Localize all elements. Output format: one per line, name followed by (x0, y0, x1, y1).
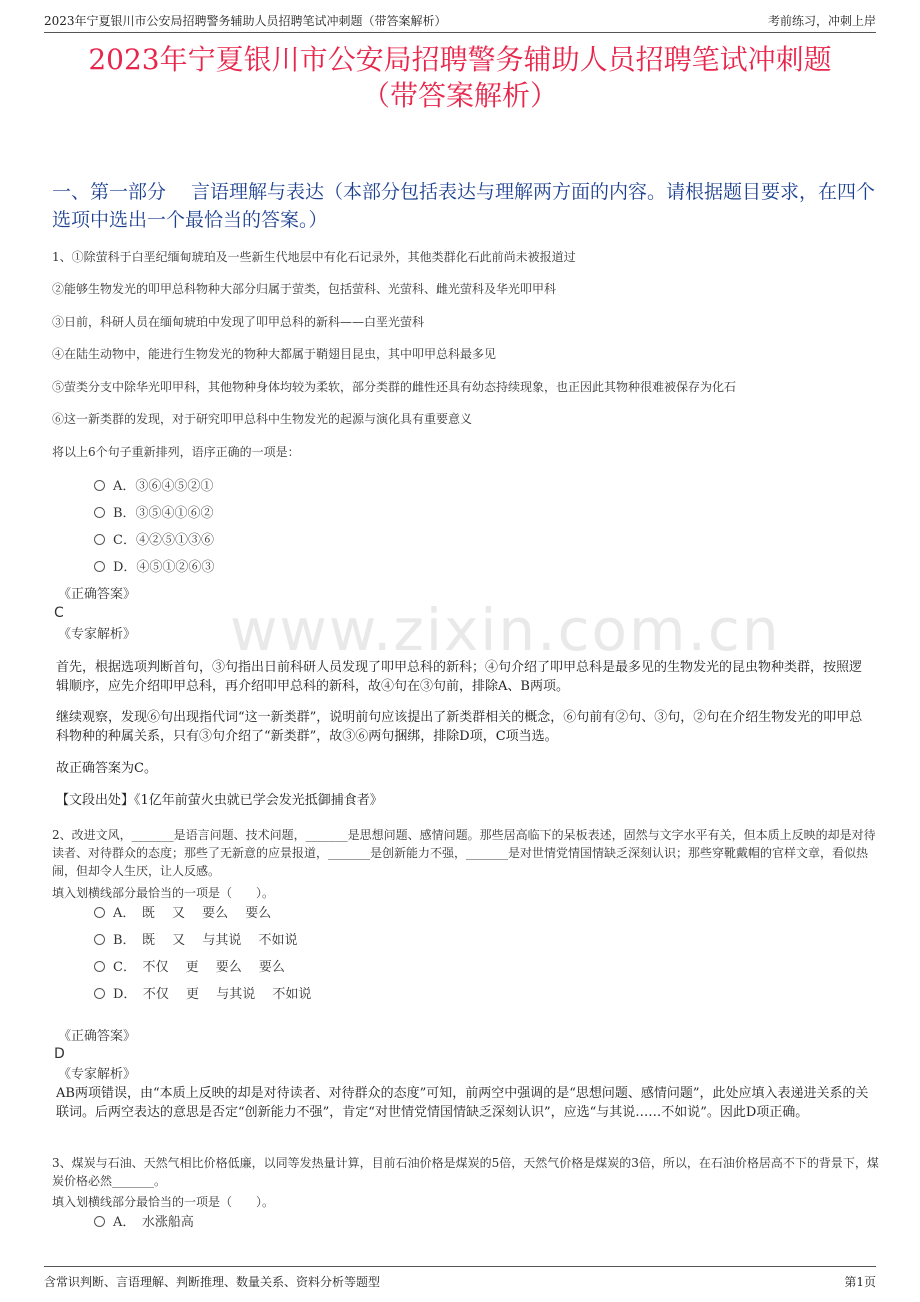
q2-option-a[interactable]: A． 既 又 要么 要么 (94, 905, 271, 923)
q1-explanation-2: 继续观察，发现⑥句出现指代词“这一新类群”，说明前句应该提出了新类群相关的概念，⑥句前有②句、③句，②句在介绍生物发光的叩甲总科物种的种属关系，只有③句介绍了“新类群”，故③⑥两句捆绑，排除D项，C项当选。 (56, 710, 863, 744)
q1-answer: C (54, 605, 64, 621)
q1-option-a[interactable]: A．③⑥④⑤②① (94, 478, 213, 496)
q2-prompt: 填入划横线部分最恰当的一项是（ ）。 (52, 886, 275, 900)
radio-icon[interactable] (94, 1216, 105, 1227)
radio-icon[interactable] (94, 961, 105, 972)
q1-option-d[interactable]: D．④⑤①②⑥③ (94, 559, 214, 577)
page-header (44, 12, 876, 33)
q1-sentence-4: ④在陆生动物中，能进行生物发光的物种大都属于鞘翅目昆虫，其中叩甲总科最多见 (52, 347, 497, 361)
q1-prompt: 将以上6个句子重新排列，语序正确的一项是： (52, 445, 300, 459)
section-heading: 一、第一部分 言语理解与表达（本部分包括表达与理解两方面的内容。请根据题目要求，在四个选项中选出一个最恰当的答案。） (52, 181, 876, 231)
q2-answer: D (54, 1046, 65, 1062)
q2-option-d[interactable]: D． 不仅 更 与其说 不如说 (94, 986, 311, 1004)
q1-analysis-tag: 《专家解析》 (58, 627, 137, 642)
q1-sentence-3: ③日前，科研人员在缅甸琥珀中发现了叩甲总科的新科——白垩光萤科 (52, 315, 425, 329)
radio-icon[interactable] (94, 934, 105, 945)
q2-explanation: AB两项错误，由“本质上反映的却是对待读者、对待群众的态度”可知，前两空中强调的是“思想问题、感情问题”，此处应填入表递进关系的关联词。后两空表达的意思是否定“创新能力不强”，肯定“对世情党情国情缺乏深刻认识”，应选“与其说……不如说”。因此D项正确。 (56, 1086, 869, 1120)
q3-prompt: 填入划横线部分最恰当的一项是（ ）。 (52, 1195, 275, 1209)
q2-text: 2、改进文风，_______是语言问题、技术问题，_______是思想问题、感情问题。那些居高临下的呆板表述，固然与文字水平有关，但本质上反映的却是对待读者、对待群众的态度；那些了无新意的应景报道，_______是创新能力不强，_______是对世情党情国情缺乏深刻认识；那些穿靴戴帽的官样文章，看似热闹，但却令人生厌，让人反感。 (52, 828, 876, 878)
q1-option-b[interactable]: B．③⑤④①⑥② (94, 505, 214, 523)
q1-sentence-2: ②能够生物发光的叩甲总科物种大部分归属于萤类，包括萤科、光萤科、雌光萤科及华光叩甲科 (52, 282, 557, 296)
q1-explanation-3: 故正确答案为C。 (56, 761, 157, 776)
q3-option-a[interactable]: A． 水涨船高 (94, 1214, 194, 1232)
radio-icon[interactable] (94, 534, 105, 545)
q1-option-c[interactable]: C．④②⑤①③⑥ (94, 532, 214, 550)
q2-answer-tag: 《正确答案》 (58, 1029, 137, 1044)
q2-analysis-tag: 《专家解析》 (58, 1067, 137, 1082)
header-slogan: 考前练习，冲刺上岸 (767, 14, 876, 28)
q1-sentence-6: ⑥这一新类群的发现，对于研究叩甲总科中生物发光的起源与演化具有重要意义 (52, 412, 473, 426)
document-title (40, 42, 880, 114)
q1-sentence-1: 1、①除萤科于白垩纪缅甸琥珀及一些新生代地层中有化石记录外，其他类群化石此前尚未被报道过 (52, 250, 576, 264)
footer-topics: 含常识判断、言语理解、判断推理、数量关系、资料分析等题型 (44, 1275, 381, 1289)
q1-sentence-5: ⑤萤类分支中除华光叩甲科，其他物种身体均较为柔软，部分类群的雌性还具有幼态持续现象，也正因此其物种很难被保存为化石 (52, 380, 737, 394)
header-doc-title: 2023年宁夏银川市公安局招聘警务辅助人员招聘笔试冲刺题（带答案解析） (44, 14, 447, 28)
q1-explanation-1: 首先，根据选项判断首句，③句指出日前科研人员发现了叩甲总科的新科；④句介绍了叩甲总科是最多见的生物发光的昆虫物种类群，按照逻辑顺序，应先介绍叩甲总科，再介绍叩甲总科的新科，故④句在③句前，排除A、B两项。 (56, 660, 863, 694)
radio-icon[interactable] (94, 561, 105, 572)
q1-source: 【文段出处】《1亿年前萤火虫就已学会发光抵御捕食者》 (56, 793, 383, 808)
q1-answer-tag: 《正确答案》 (58, 587, 137, 602)
radio-icon[interactable] (94, 907, 105, 918)
watermark: www.zixin.com.cn (230, 596, 781, 664)
title-line-2: （带答案解析） (361, 79, 558, 112)
q2-option-c[interactable]: C． 不仅 更 要么 要么 (94, 959, 285, 977)
q2-option-b[interactable]: B． 既 又 与其说 不如说 (94, 932, 297, 950)
radio-icon[interactable] (94, 988, 105, 999)
page-number: 第1页 (844, 1275, 876, 1289)
radio-icon[interactable] (94, 480, 105, 491)
q3-text: 3、煤炭与石油、天然气相比价格低廉，以同等发热量计算，目前石油价格是煤炭的5倍，天然气价格是煤炭的3倍，所以，在石油价格居高不下的背景下，煤炭价格必然_______。 (52, 1156, 879, 1188)
radio-icon[interactable] (94, 507, 105, 518)
title-line-1: 2023年宁夏银川市公安局招聘警务辅助人员招聘笔试冲刺题 (88, 43, 832, 76)
page-footer (44, 1266, 876, 1289)
